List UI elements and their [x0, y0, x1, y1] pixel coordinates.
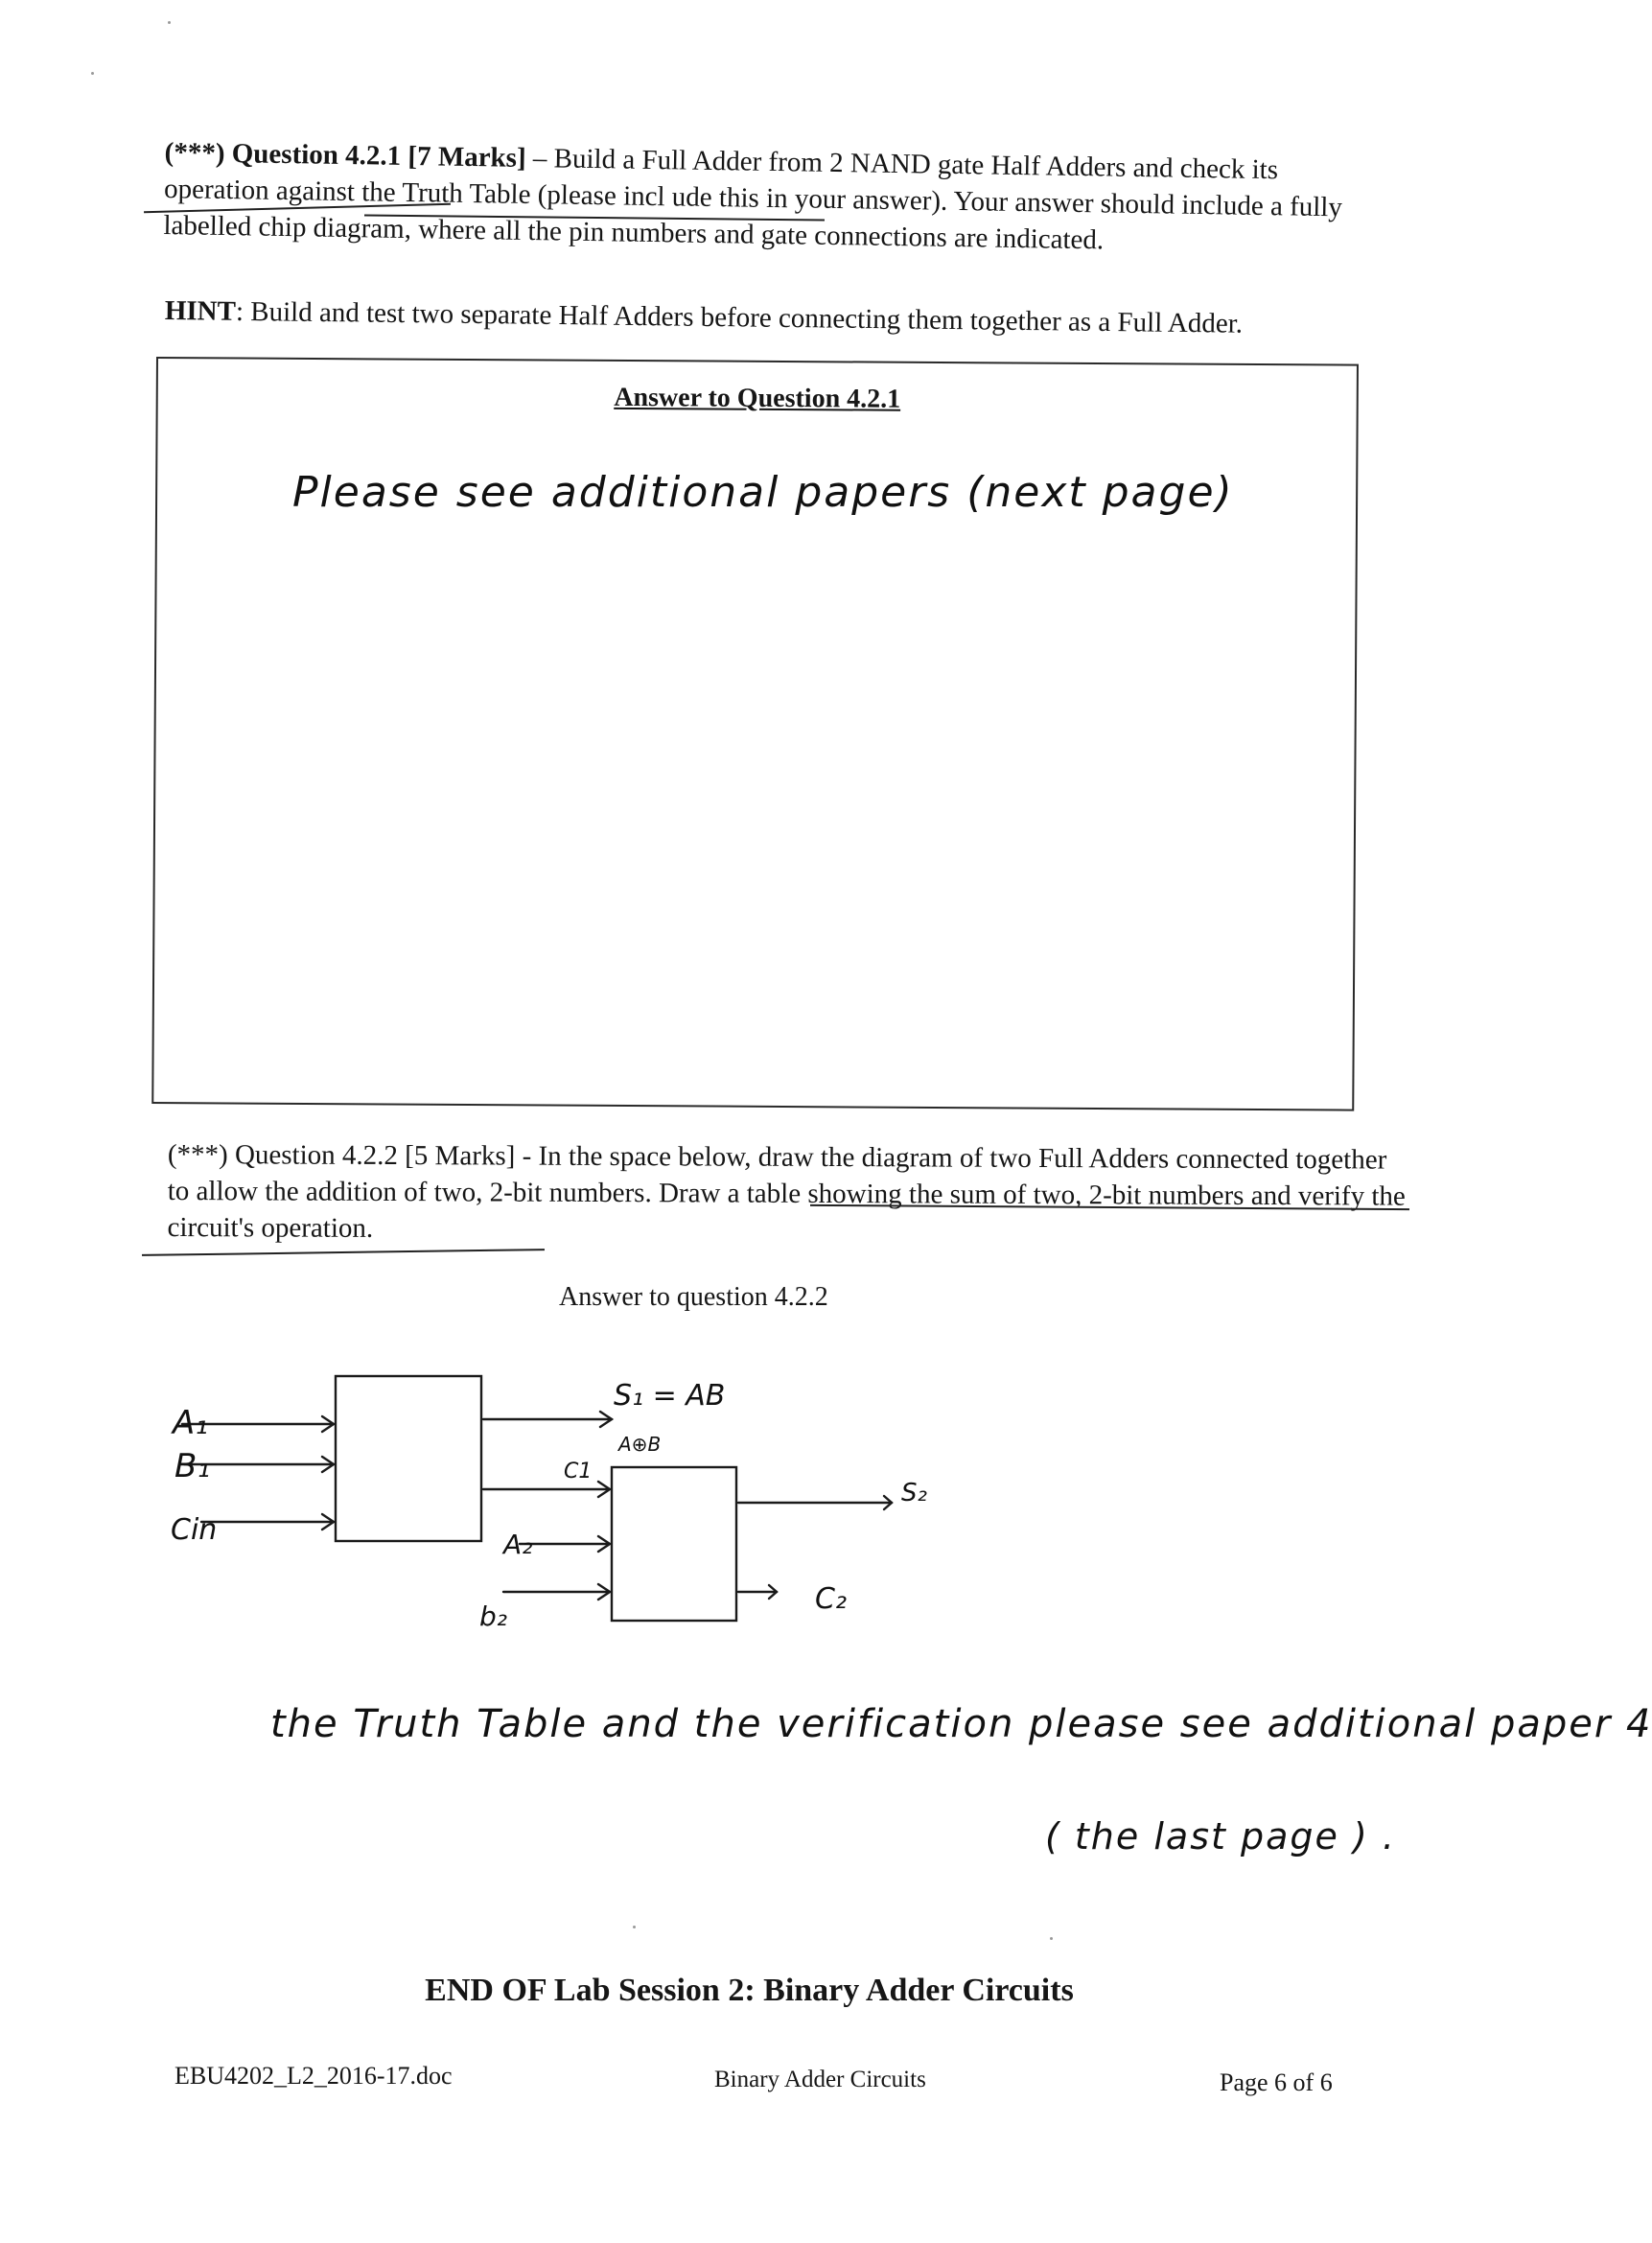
- full-adder-2-box: [612, 1467, 736, 1621]
- question-4-2-2: (***) Question 4.2.2 [5 Marks] - In the space below, draw the diagram of two Full Adders connected together to allow the addition of two, 2-bit numbers. Draw a table showing the sum of two, 2-bit numbers and verify the circuit's operation.: [167, 1139, 1406, 1244]
- label-b2: b₂: [479, 1600, 507, 1632]
- label-s2: S₂: [901, 1479, 927, 1507]
- question-stars: (***): [164, 136, 225, 169]
- question-heading: Question 4.2.1: [231, 138, 402, 172]
- label-a2: A₂: [503, 1529, 533, 1560]
- label-s1: S₁ = AB: [614, 1379, 726, 1413]
- answer-label-4-2-2: Answer to question 4.2.2: [559, 1282, 828, 1312]
- full-adder-1-box: [336, 1376, 481, 1541]
- footer-page: Page 6 of 6: [1220, 2068, 1333, 2096]
- scan-speck: [1050, 1937, 1053, 1940]
- footer-center: Binary Adder Circuits: [714, 2067, 926, 2092]
- label-c2: C₂: [815, 1582, 847, 1616]
- label-a1: A₁: [173, 1404, 208, 1442]
- answer-box-title: Answer to Question 4.2.1: [614, 382, 901, 414]
- pen-underline: [142, 1249, 545, 1256]
- handwritten-note-line-2: ( the last page ) .: [1045, 1815, 1396, 1857]
- hint-text: : Build and test two separate Half Adders before connecting them together as a Full Adder.: [235, 295, 1244, 339]
- hint-label: HINT: [164, 295, 237, 327]
- scan-speck: [168, 21, 171, 24]
- handwritten-note-line-1: the Truth Table and the verification please see additional paper 4: [270, 1702, 1652, 1746]
- question-4-2-1: [163, 134, 1354, 262]
- scan-speck: [91, 72, 94, 75]
- question-text: – Build a Full Adder from 2 NAND gate Half Adders and check its operation against the Truth Table (please incl ude this in your answer). Your answer should include a fully labelled chip diagram, where all the pin numbers and gate connections are indicated.: [163, 143, 1343, 256]
- label-cin: Cin: [171, 1513, 218, 1547]
- label-xor: A⊕B: [618, 1433, 662, 1456]
- handwritten-answer-4-2-1: Please see additional papers (next page): [292, 468, 1234, 517]
- label-b1: B₁: [175, 1447, 210, 1485]
- question-marks: [7 Marks]: [407, 140, 526, 174]
- footer-filename: EBU4202_L2_2016-17.doc: [175, 2062, 453, 2090]
- end-title: END OF Lab Session 2: Binary Adder Circuits: [425, 1973, 1074, 2008]
- hint-paragraph: [165, 295, 1354, 341]
- label-c1: C1: [564, 1460, 593, 1484]
- scan-speck: [633, 1926, 636, 1928]
- full-adder-diagram: [163, 1347, 1026, 1664]
